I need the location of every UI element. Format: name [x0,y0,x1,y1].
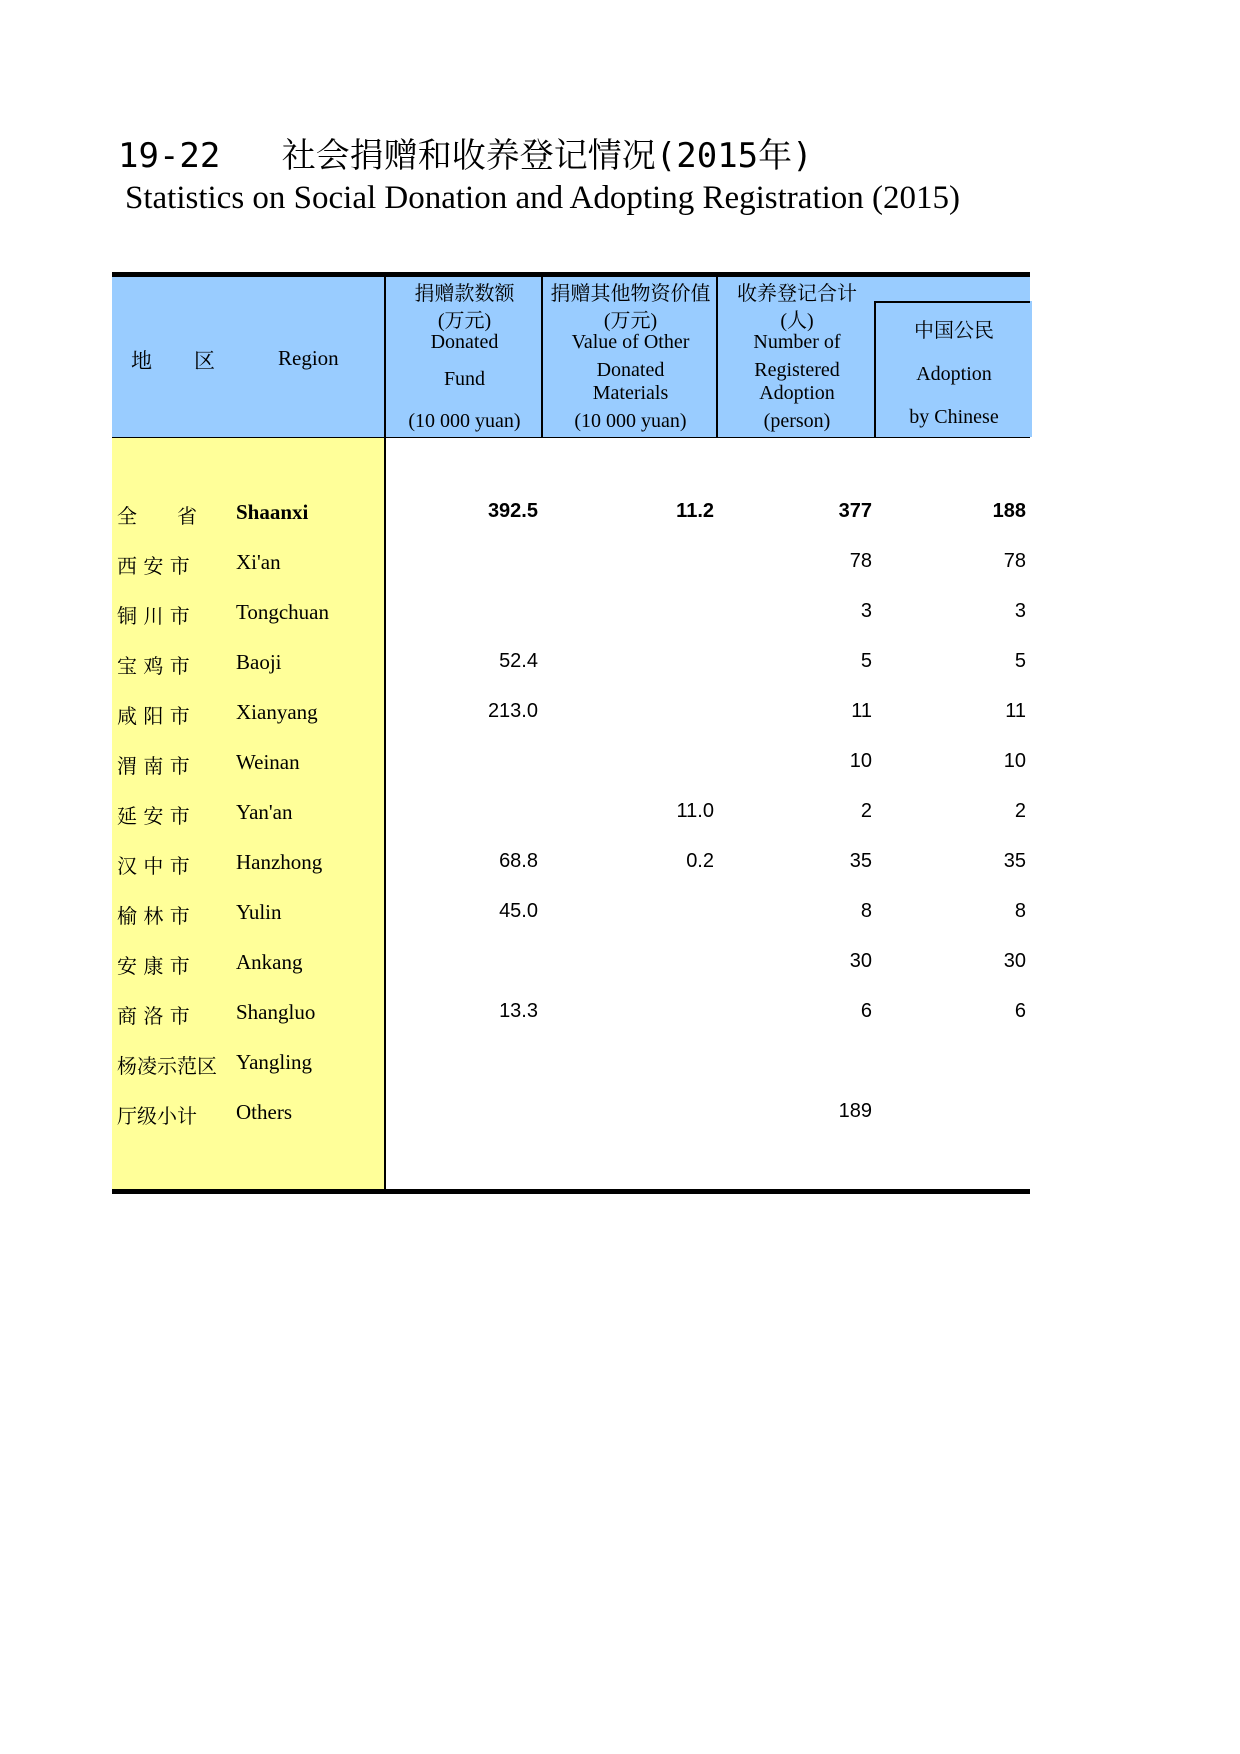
header-chinese-english-1: Adoption [916,363,992,385]
region-english-cell: Tongchuan [236,600,330,624]
header-number-unit: (person) [763,410,831,432]
region-english-cell: Shangluo [236,1000,316,1024]
registered-adoption-cell: 8 [860,900,872,922]
table-row [112,750,1030,800]
region-english-cell: Xianyang [236,700,318,724]
header-number-english-1: Number of [753,331,841,353]
table-row [112,850,1030,900]
header-fund-english-2: Fund [443,368,486,390]
header-region-english: Region [278,346,339,370]
registered-adoption-cell: 377 [838,500,872,522]
adoption-by-chinese-cell: 3 [1014,600,1026,622]
adoption-by-chinese-cell: 6 [1014,1000,1026,1022]
region-chinese-cell: 杨凌示范区 [117,1054,217,1078]
header-number-english-2: Registered [754,359,840,381]
statistics-table [112,272,1030,1194]
adoption-by-chinese-cell: 30 [1003,950,1026,972]
header-adoption-by-chinese-cell [874,301,1032,437]
region-english-cell: Baoji [236,650,282,674]
region-chinese-cell: 铜 川 市 [117,604,190,628]
header-value-chinese: 捐赠其他物资价值 [550,283,711,305]
value-materials-cell: 11.0 [676,800,714,822]
adoption-by-chinese-cell: 2 [1014,800,1026,822]
region-chinese-cell: 全 省 [117,504,197,528]
region-english-cell: Xi'an [236,550,281,574]
title-chinese-text: 社会捐赠和收养登记情况(2015年) [281,136,813,176]
registered-adoption-cell: 30 [849,950,872,972]
header-value-materials-cell [541,277,718,437]
region-chinese-cell: 厅级小计 [117,1104,197,1128]
header-spanning-fill [876,277,1030,301]
adoption-by-chinese-cell: 11 [1005,700,1026,722]
header-value-english-1: Value of Other [571,331,690,353]
region-chinese-cell: 安 康 市 [117,954,190,978]
registered-adoption-cell: 3 [860,600,872,622]
registered-adoption-cell: 5 [860,650,872,672]
header-chinese-chinese: 中国公民 [914,320,994,342]
table-row [112,1100,1030,1150]
donated-fund-cell: 13.3 [499,1000,538,1022]
registered-adoption-cell: 189 [838,1100,872,1122]
donated-fund-cell: 213.0 [487,700,538,722]
table-row [112,1050,1030,1100]
header-fund-unit-chinese: (万元) [437,310,492,332]
header-value-english-2: Donated [596,359,665,381]
header-region-chinese: 地 区 [131,349,215,373]
table-row [112,800,1030,850]
adoption-by-chinese-cell: 188 [992,500,1026,522]
table-row [112,600,1030,650]
registered-adoption-cell: 11 [851,700,872,722]
donated-fund-cell: 68.8 [499,850,538,872]
adoption-by-chinese-cell: 78 [1003,550,1026,572]
header-fund-chinese: 捐赠款数额 [414,283,515,305]
registered-adoption-cell: 10 [849,750,872,772]
header-fund-english-1: Donated [430,331,499,353]
region-chinese-cell: 汉 中 市 [117,854,190,878]
registered-adoption-cell: 35 [849,850,872,872]
header-registered-adoption-cell [716,277,876,437]
registered-adoption-cell: 6 [860,1000,872,1022]
region-chinese-cell: 渭 南 市 [117,754,190,778]
region-english-cell: Hanzhong [236,850,323,874]
header-number-unit-chinese: (人) [780,310,814,332]
donated-fund-cell: 45.0 [499,900,538,922]
table-code: 19-22 [118,136,221,176]
registered-adoption-cell: 78 [849,550,872,572]
value-materials-cell: 0.2 [686,850,714,872]
page-title-chinese [118,128,813,177]
table-row [112,700,1030,750]
region-english-cell: Weinan [236,750,300,774]
header-value-unit-chinese: (万元) [603,310,658,332]
adoption-by-chinese-cell: 5 [1014,650,1026,672]
region-chinese-cell: 延 安 市 [117,804,190,828]
page-title-english: Statistics on Social Donation and Adopting Registration (2015) [125,180,961,216]
region-chinese-cell: 榆 林 市 [117,904,190,928]
adoption-by-chinese-cell: 8 [1014,900,1026,922]
header-chinese-english-2: by Chinese [909,406,999,428]
header-value-unit: (10 000 yuan) [574,410,687,432]
value-materials-cell: 11.2 [676,500,714,522]
adoption-by-chinese-cell: 35 [1003,850,1026,872]
header-value-english-3: Materials [592,382,669,404]
table-bottom-rule [112,1189,1030,1194]
header-number-chinese: 收养登记合计 [737,283,857,305]
header-sub-rule [874,301,1030,303]
region-english-cell: Others [236,1100,292,1124]
header-donated-fund-cell [384,277,543,437]
region-chinese-cell: 商 洛 市 [117,1004,190,1028]
header-region-cell [112,277,384,437]
region-english-cell: Yangling [236,1050,313,1074]
table-row [112,650,1030,700]
table-row [112,550,1030,600]
region-chinese-cell: 咸 阳 市 [117,704,190,728]
region-chinese-cell: 宝 鸡 市 [117,654,190,678]
adoption-by-chinese-cell: 10 [1003,750,1026,772]
table-row [112,500,1030,550]
donated-fund-cell: 52.4 [499,650,538,672]
region-chinese-cell: 西 安 市 [117,554,190,578]
region-english-cell: Yulin [236,900,282,924]
table-row [112,900,1030,950]
table-row [112,1000,1030,1050]
registered-adoption-cell: 2 [860,800,872,822]
header-fund-unit: (10 000 yuan) [408,410,521,432]
donated-fund-cell: 392.5 [487,500,538,522]
header-number-english-3: Adoption [759,382,835,404]
region-english-cell: Yan'an [236,800,293,824]
table-row [112,950,1030,1000]
region-english-cell: Shaanxi [236,500,309,524]
region-english-cell: Ankang [236,950,303,974]
